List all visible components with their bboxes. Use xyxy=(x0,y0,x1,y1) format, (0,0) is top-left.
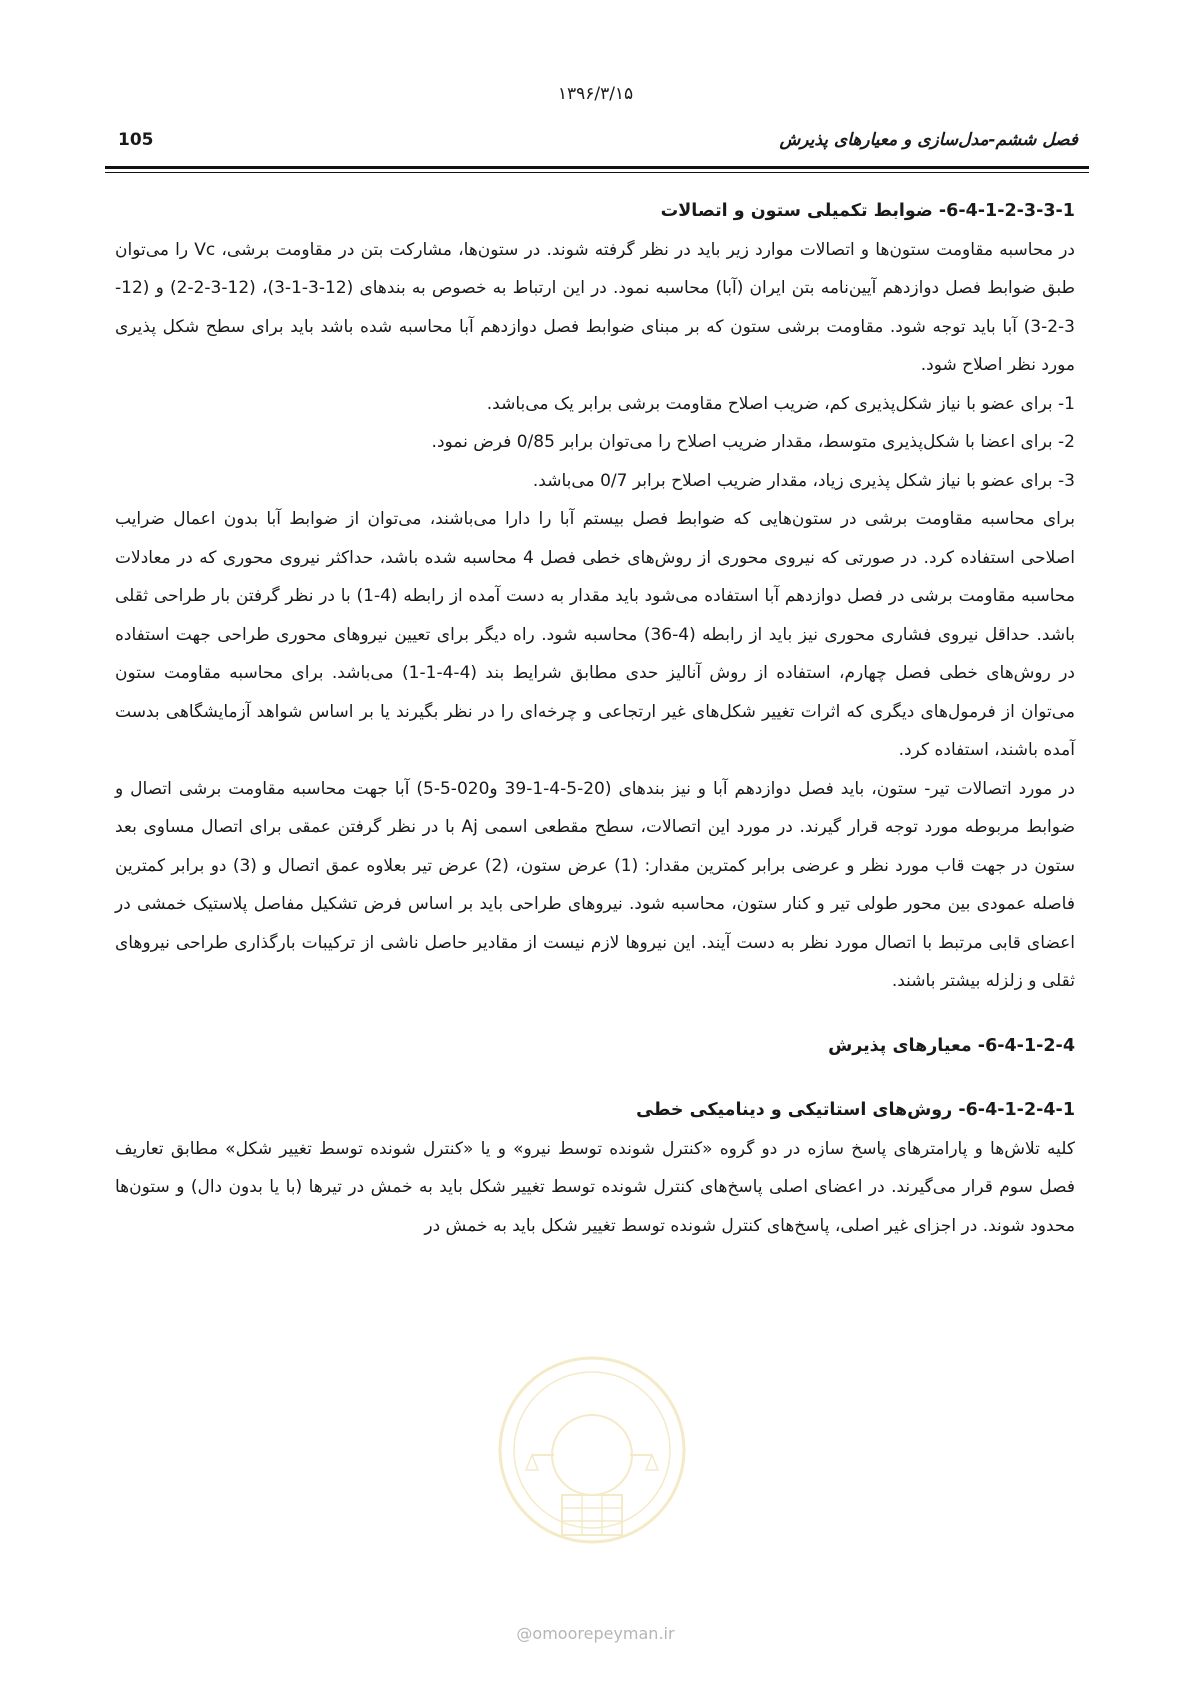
list-item: 3- برای عضو با نیاز شکل پذیری زیاد، مقدار ضریب اصلاح برابر 0/7 می‌باشد. xyxy=(532,470,1075,491)
page-number: 105 xyxy=(118,130,154,150)
chapter-title: فصل ششم-مدل‌سازی و معیارهای پذیرش xyxy=(779,130,1078,150)
watermark-url: @omoorepeyman.ir xyxy=(516,1624,675,1643)
paragraph: برای محاسبه مقاومت برشی در ستون‌هایی که ضوابط فصل بیستم آبا را دارا می‌باشند، می‌توان از ضوابط آبا بدون اعمال ضرایب اصلاحی استفاده کرد. در صورتی که نیروی محوری از روش‌های خطی فصل 4 محاسبه شده باشد، حداکثر نیروی محوری که در معادلات محاسبه مقاومت برشی در فصل دوازدهم آبا استفاده می‌شود باید مقدار به دست آمده از رابطه (4-1) با در نظر گرفتن بار طراحی ثقلی باشد. حداقل نیروی فشاری محوری نیز باید از رابطه (4-36) محاسبه شود. راه دیگر برای تعیین نیروهای محوری طراحی جهت استفاده در روش‌های خطی فصل چهارم، استفاده از روش آنالیز حدی مطابق شرایط بند (4-4-1-1) می‌باشد. برای محاسبه مقاومت ستون می‌توان از فرمول‌های دیگری که اثرات تغییر شکل‌های غیر ارتجاعی و چرخه‌ای را در نظر بگیرند یا بر اساس شواهد آزمایشگاهی بدست آمده باشند، استفاده کرد. xyxy=(115,509,1076,760)
list-item: 1- برای عضو با نیاز شکل‌پذیری کم، ضریب اصلاح مقاومت برشی برابر یک می‌باشد. xyxy=(486,393,1075,414)
paragraph: در مورد اتصالات تیر- ستون، باید فصل دوازدهم آبا و نیز بندهای (20-5-4-1-39 و020-5-5) آبا جهت محاسبه مقاومت برشی اتصال و ضوابط مربوطه مورد توجه قرار گیرند. در مورد این اتصالات، سطح مقطعی اسمی Aj با در نظر گرفتن عمقی برای اتصال مساوی بعد ستون در جهت قاب مورد نظر و عرضی برابر کمترین مقدار: (1) عرض ستون، (2) عرض تیر بعلاوه عمق اتصال و (3) دو برابر کمترین فاصله عمودی بین محور طولی تیر و کنار ستون، محاسبه شود. نیروهای طراحی باید بر اساس فرض تشکیل مفاصل پلاستیک خمشی در اعضای قابی مرتبط با اتصال مورد نظر به دست آیند. این نیروها لازم نیست از مقادیر حاصل ناشی از ترکیبات بارگذاری طراحی نیروهای ثقلی و زلزله بیشتر باشند. xyxy=(115,778,1076,991)
header-rule-thick xyxy=(105,166,1089,169)
list-item: 2- برای اعضا با شکل‌پذیری متوسط، مقدار ضریب اصلاح را می‌توان برابر 0/85 فرض نمود. xyxy=(431,432,1075,452)
paragraph: در محاسبه مقاومت ستون‌ها و اتصالات موارد زیر باید در نظر گرفته شوند. در ستون‌ها، مشارکت بتن در مقاومت برشی، Vc را می‌توان طبق ضوابط فصل دوازدهم آیین‌نامه بتن ایران (آبا) محاسبه نمود. در این ارتباط به خصوص به بندهای (12-3-1-3)، (12-3-2-2) و (12-3-2-3) آبا باید توجه شود. مقاومت برشی ستون که بر مبنای ضوابط فصل دوازدهم آبا محاسبه شده باشد باید برای سطح شکل پذیری مورد نظر اصلاح شود. xyxy=(115,239,1076,375)
running-header xyxy=(118,130,1078,164)
document-body xyxy=(115,192,1075,1245)
paragraph: کلیه تلاش‌ها و پارامترهای پاسخ سازه در دو گروه «کنترل شونده توسط نیرو» و یا «کنترل شونده توسط تغییر شکل» مطابق تعاریف فصل سوم قرار می‌گیرند. در اعضای اصلی پاسخ‌های کنترل شونده توسط تغییر شکل باید به خمش در تیرها (با یا بدون دال) و ستون‌ها محدود شوند. در اجزای غیر اصلی، پاسخ‌های کنترل شونده توسط تغییر شکل باید به خمش در xyxy=(115,1138,1075,1236)
section-heading: 6-4-1-2-4- معیارهای پذیرش xyxy=(828,1035,1075,1056)
seal-watermark-icon xyxy=(492,1345,692,1555)
print-date: ۱۳۹۶/۳/۱۵ xyxy=(557,84,634,104)
section-heading: 6-4-1-2-4-1- روش‌های استاتیکی و دینامیکی خطی xyxy=(636,1100,1075,1120)
section-heading: 6-4-1-2-3-3-1- ضوابط تکمیلی ستون و اتصالات xyxy=(660,201,1075,221)
header-rule-thin xyxy=(105,172,1089,173)
